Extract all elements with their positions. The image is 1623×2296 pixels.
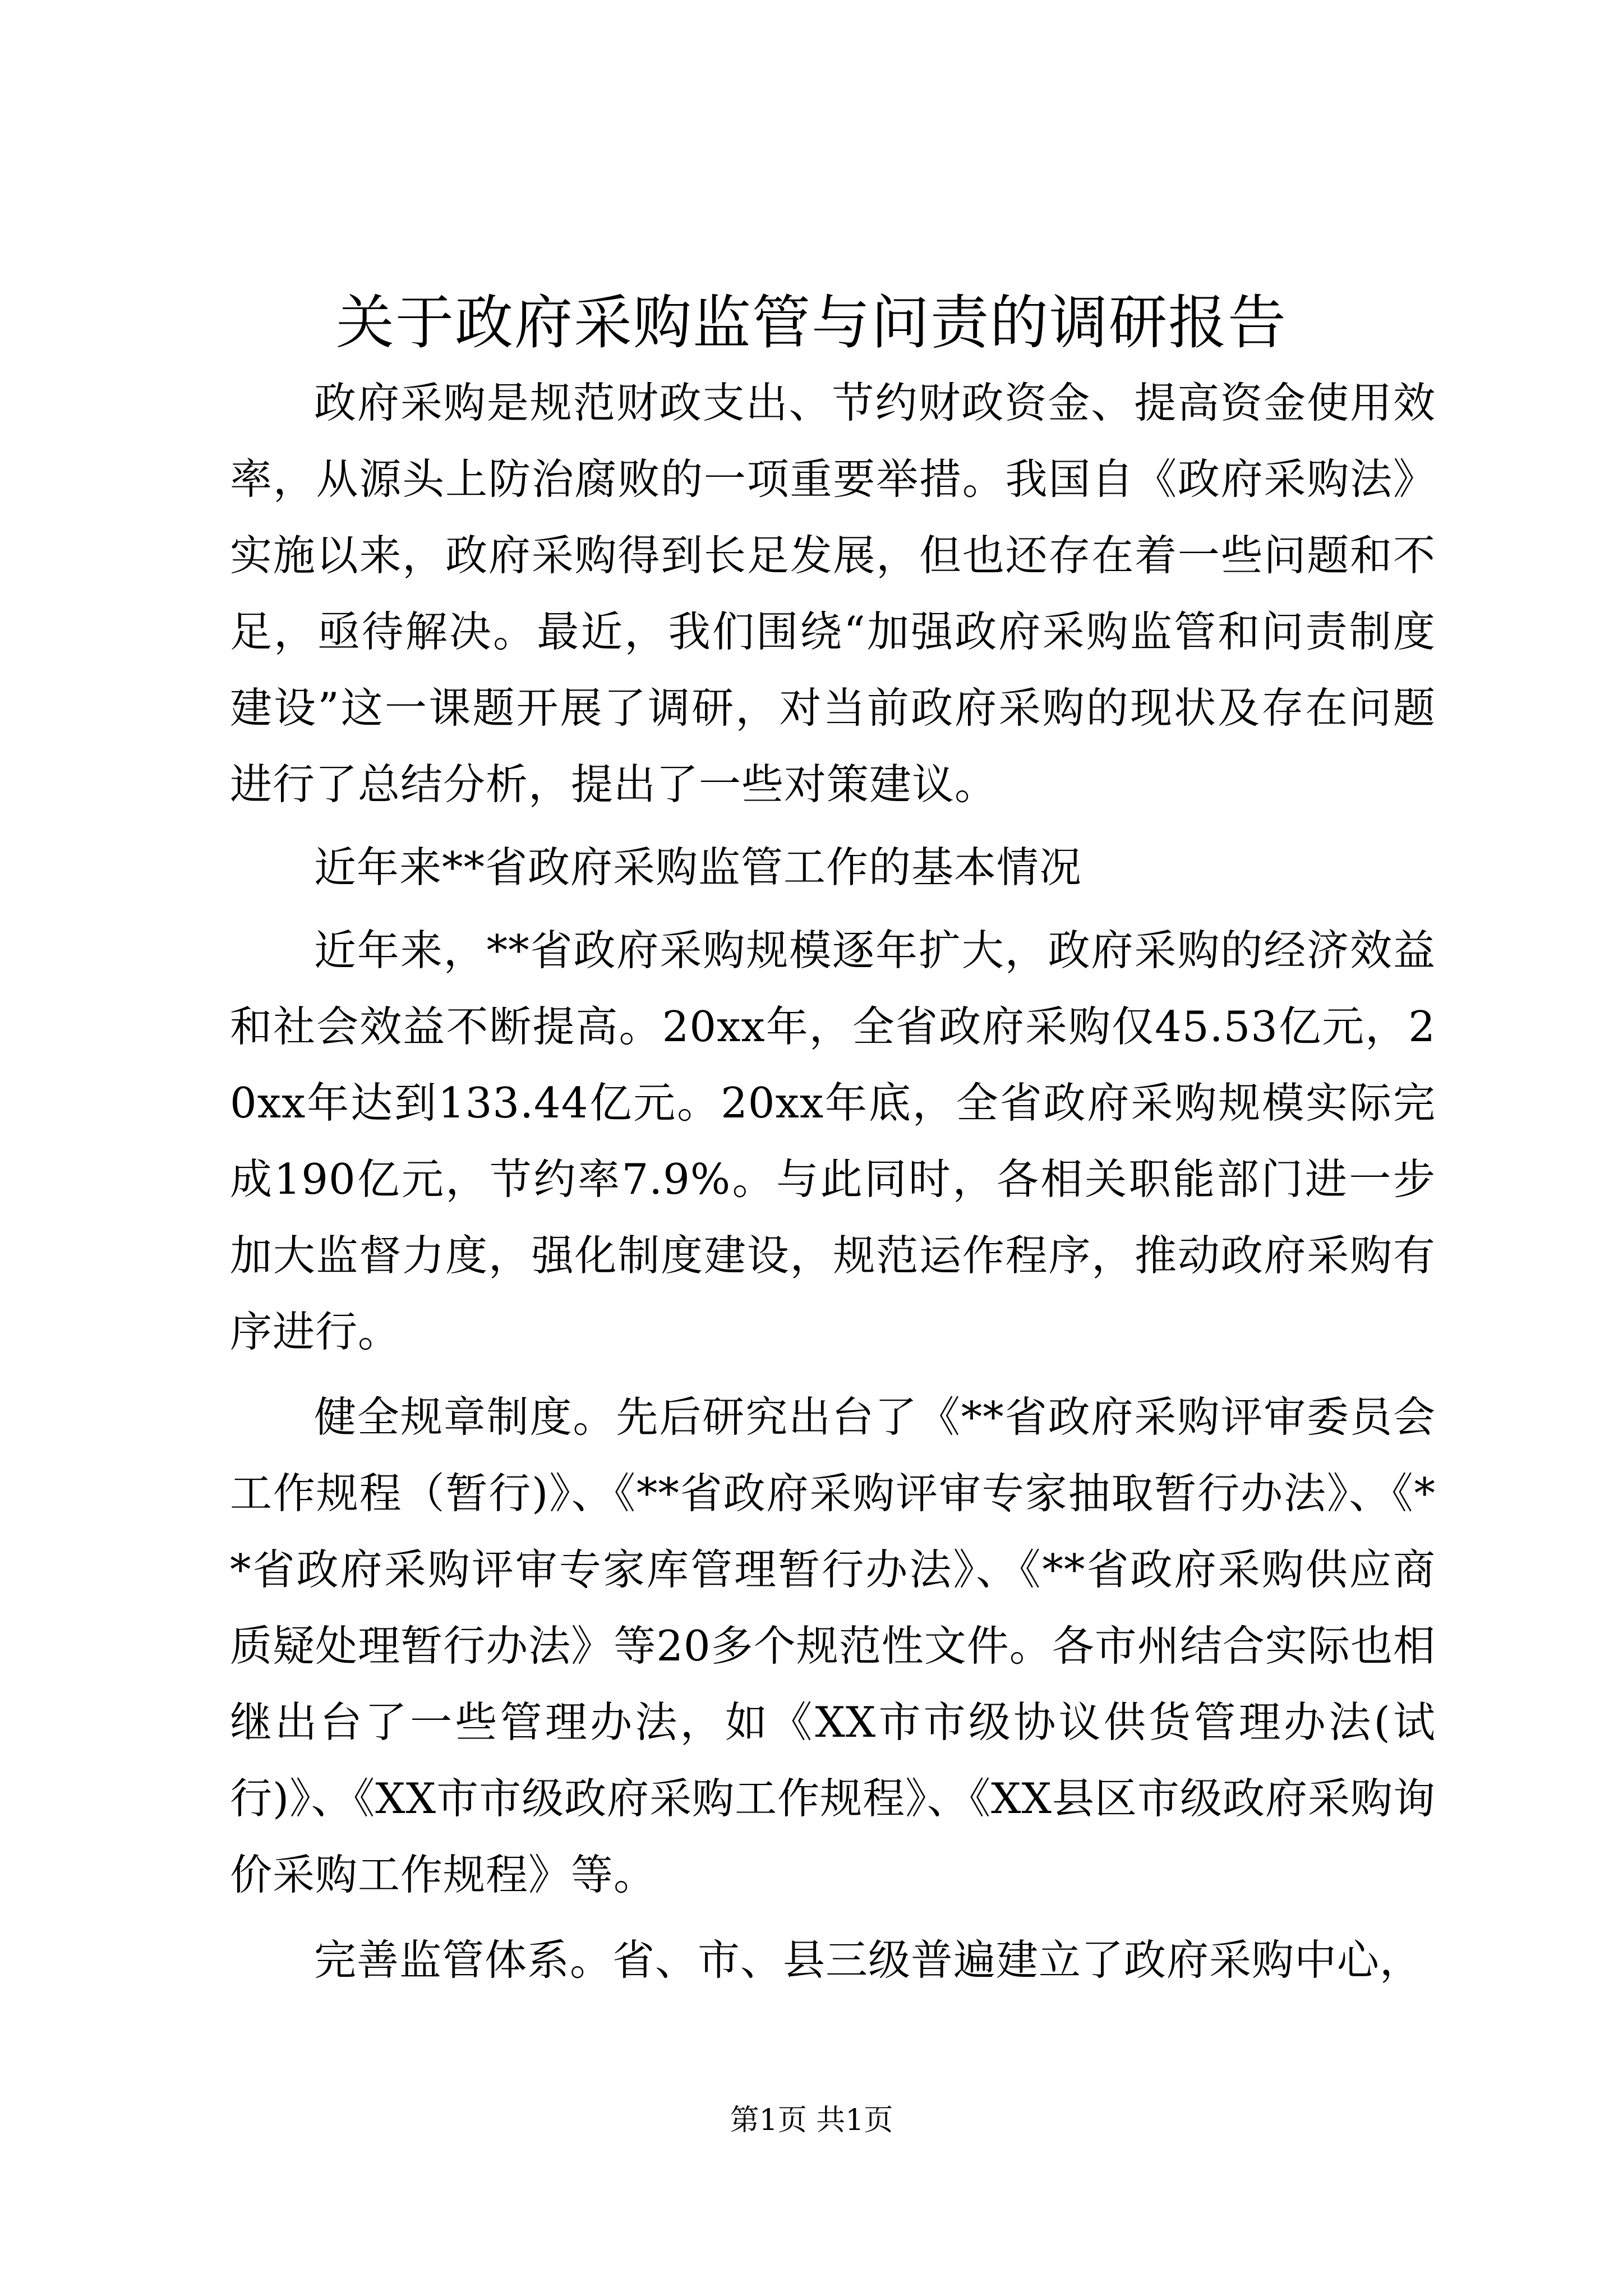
paragraph-supervision: 完善监管体系。省、市、县三级普遍建立了政府采购中心，: [314, 1935, 1423, 1985]
paragraph-intro: 政府采购是规范财政支出、节约财政资金、提高资金使用效率，从源头上防治腐败的一项重要举措。我国自《政府采购法》实施以来，政府采购得到长足发展，但也还存在着一些问题和不足，亟待解决。最近，我们围绕“加强政府采购监管和问责制度建设”这一课题开展了调研，对当前政府采购的现状及存在问题进行了总结分析，提出了一些对策建议。: [230, 378, 1436, 809]
section-heading: 近年来**省政府采购监管工作的基本情况: [314, 843, 1082, 892]
paragraph-scale: 近年来，**省政府采购规模逐年扩大，政府采购的经济效益和社会效益不断提高。20xx年，全省政府采购仅45.53亿元，20xx年达到133.44亿元。20xx年底，全省政府采购规模实际完成190亿元，节约率7.9%。与此同时，各相关职能部门进一步加大监督力度，强化制度建设，规范运作程序，推动政府采购有序进行。: [230, 926, 1436, 1356]
document-title: 关于政府采购监管与问责的调研报告: [335, 288, 1287, 357]
paragraph-regulations: 健全规章制度。先后研究出台了《**省政府采购评审委员会工作规程（暂行)》、《**省政府采购评审专家抽取暂行办法》、《**省政府采购评审专家库管理暂行办法》、《**省政府采购供应商质疑处理暂行办法》等20多个规范性文件。各市州结合实际也相继出台了一些管理办法，如《XX市市级协议供货管理办法(试行)》、《XX市市级政府采购工作规程》、《XX县区市级政府采购询价采购工作规程》等。: [230, 1392, 1436, 1899]
page-number-footer: 第1页 共1页: [730, 2104, 893, 2137]
document-body: [230, 365, 1436, 1998]
